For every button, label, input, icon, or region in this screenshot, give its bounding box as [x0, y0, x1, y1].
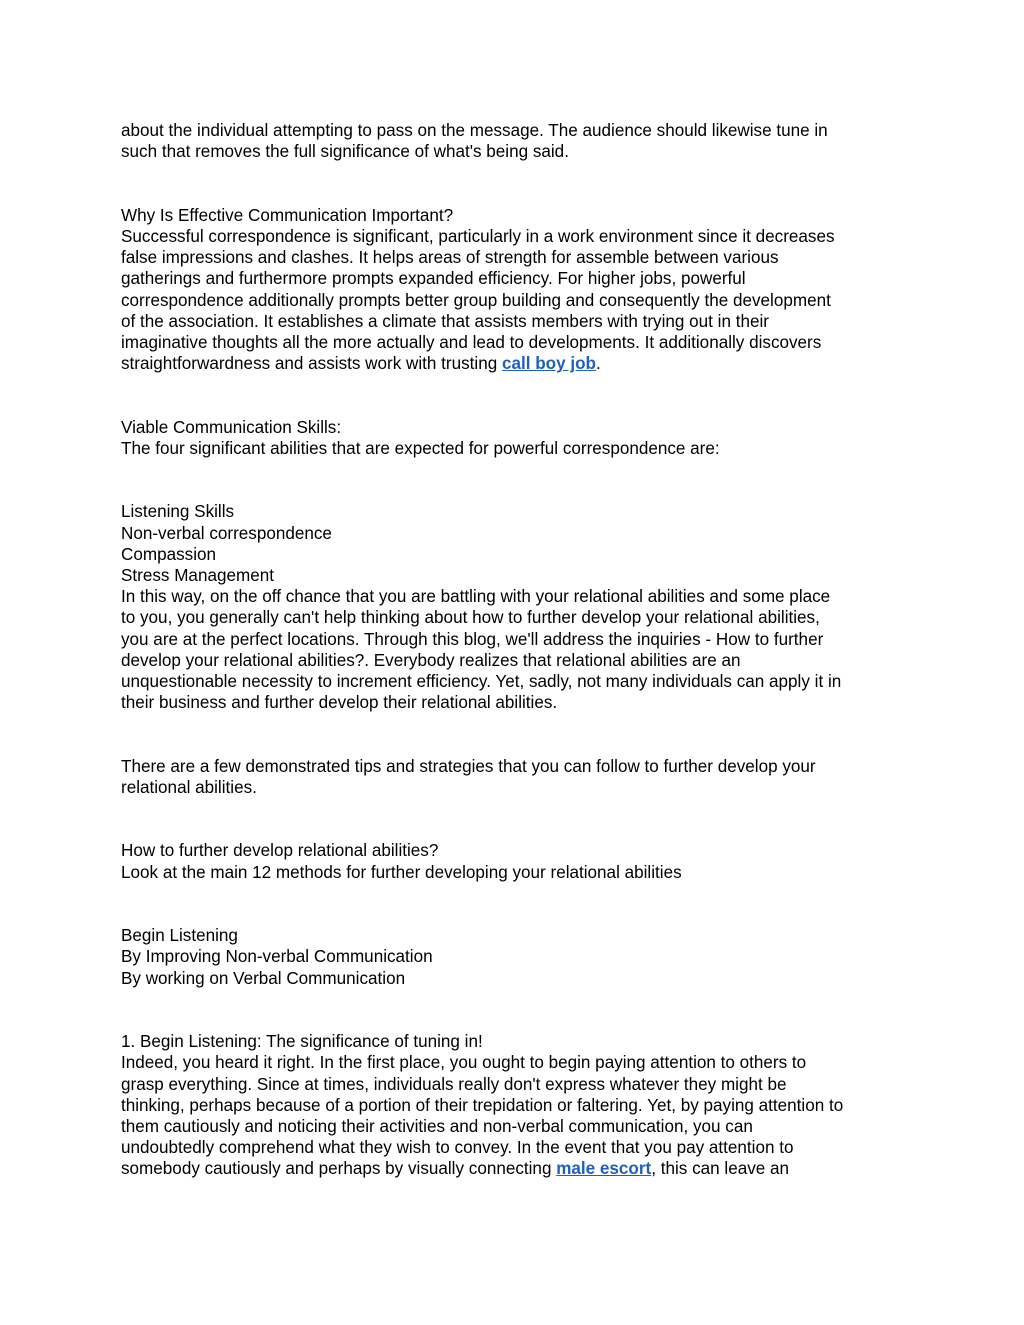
paragraph-gap [121, 989, 911, 1031]
section-heading: Viable Communication Skills: [121, 417, 342, 437]
list-item: Non-verbal correspondence [121, 523, 332, 543]
paragraph-gap [121, 713, 911, 755]
text-line: them cautiously and noticing their activities and non-verbal communication, you can [121, 1116, 753, 1136]
text-line: about the individual attempting to pass on the message. The audience should likewise tune in [121, 121, 828, 140]
text-line: to you, you generally can't help thinking about how to further develop your relational abilities, [121, 608, 820, 628]
text-line: false impressions and clashes. It helps areas of strength for assemble between various [121, 248, 779, 268]
list-item: Stress Management [121, 565, 274, 585]
tips-paragraph [121, 756, 911, 798]
paragraph-gap [121, 798, 911, 840]
text-line-with-link [121, 353, 911, 374]
text-line: unquestionable necessity to increment efficiency. Yet, sadly, not many individuals can apply it in [121, 671, 842, 691]
text-line: gatherings and furthermore prompts expanded efficiency. For higher jobs, powerful [121, 269, 746, 289]
text-line: Successful correspondence is significant, particularly in a work environment since it decreases [121, 226, 835, 246]
paragraph-gap [121, 162, 911, 204]
listening-section [121, 1031, 911, 1179]
text-line: such that removes the full significance of what's being said. [121, 142, 569, 162]
how-to-section [121, 840, 911, 882]
text-line: you are at the perfect locations. Through this blog, we'll address the inquiries - How to further [121, 629, 824, 649]
section-heading: Why Is Effective Communication Important? [121, 205, 454, 225]
methods-list [121, 925, 911, 989]
text-fragment: . [596, 354, 601, 374]
text-fragment: , this can leave an [651, 1159, 790, 1179]
text-line: undoubtedly comprehend what they wish to convey. In the event that you pay attention to [121, 1138, 794, 1158]
list-item: Compassion [121, 544, 217, 564]
list-item: Begin Listening [121, 926, 238, 946]
skills-section [121, 417, 911, 459]
section-heading: How to further develop relational abilities? [121, 841, 439, 861]
importance-section [121, 205, 911, 375]
text-line: thinking, perhaps because of a portion of their trepidation or faltering. Yet, by paying attention to [121, 1095, 844, 1115]
text-line: grasp everything. Since at times, individuals really don't express whatever they might be [121, 1074, 787, 1094]
text-line: their business and further develop their relational abilities. [121, 693, 558, 713]
text-line: relational abilities. [121, 777, 257, 797]
text-line: of the association. It establishes a climate that assists members with trying out in their [121, 311, 769, 331]
skills-list-section [121, 501, 911, 713]
text-line: There are a few demonstrated tips and strategies that you can follow to further develop your [121, 756, 816, 776]
call-boy-job-link[interactable]: call boy job [501, 354, 597, 374]
paragraph-gap [121, 883, 911, 925]
document-page [121, 120, 911, 1179]
text-line: develop your relational abilities?. Everybody realizes that relational abilities are an [121, 650, 741, 670]
text-line-with-link [121, 1158, 911, 1179]
intro-paragraph [121, 120, 911, 162]
text-line: correspondence additionally prompts better group building and consequently the development [121, 290, 831, 310]
male-escort-link[interactable]: male escort [556, 1159, 652, 1179]
list-item: By Improving Non-verbal Communication [121, 947, 433, 967]
list-item: By working on Verbal Communication [121, 968, 406, 988]
paragraph-gap [121, 459, 911, 501]
list-item: Listening Skills [121, 502, 235, 522]
text-fragment: somebody cautiously and perhaps by visually connecting [121, 1159, 557, 1179]
text-fragment: straightforwardness and assists work with trusting [121, 354, 502, 374]
text-line: Indeed, you heard it right. In the first place, you ought to begin paying attention to others to [121, 1053, 807, 1073]
paragraph-gap [121, 374, 911, 416]
text-line: imaginative thoughts all the more actually and lead to developments. It additionally discovers [121, 332, 822, 352]
text-line: Look at the main 12 methods for further developing your relational abilities [121, 862, 682, 882]
section-heading: 1. Begin Listening: The significance of tuning in! [121, 1032, 483, 1052]
text-line: In this way, on the off chance that you are battling with your relational abilities and some place [121, 587, 831, 607]
text-line: The four significant abilities that are expected for powerful correspondence are: [121, 438, 720, 458]
